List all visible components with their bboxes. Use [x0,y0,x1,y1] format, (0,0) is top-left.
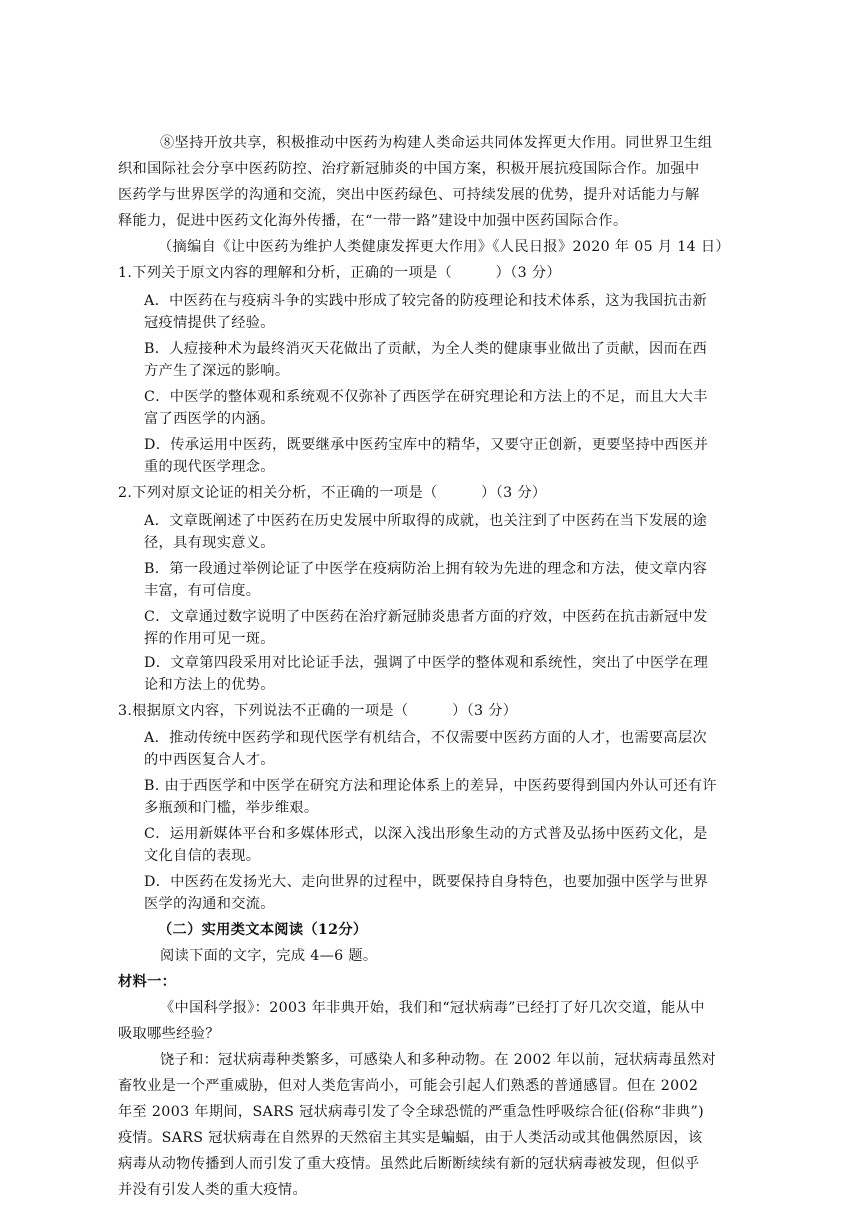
q3-option-a-line-1: A．推动传统中医药学和现代医学有机结合，不仅需要中医药方面的人才，也需要高层次 [144,730,708,746]
material-1-label: 材料一： [118,974,177,990]
q1-option-a-line-1: A．中医药在与疫病斗争的实践中形成了较完备的防疫理论和技术体系，这为我国抗击新 [144,293,708,309]
paragraph-8-line-2: 织和国际社会分享中医药防控、治疗新冠肺炎的中国方案，积极开展抗疫国际合作。加强中 [118,161,700,177]
material-1-question-line-2: 吸取哪些经验？ [118,1026,220,1042]
q3-option-c-line-2: 文化自信的表现。 [144,848,261,864]
question-2-stem: 2.下列对原文论证的相关分析，不正确的一项是（ ）（3 分） [118,485,547,501]
q1-option-b-line-2: 方产生了深远的影响。 [144,363,290,379]
section-2-instruction: 阅读下面的文字，完成 4—6 题。 [160,948,378,964]
source-citation: （摘编自《让中医药为维护人类健康发挥更大作用》《人民日报》2020 年 05 月 14 日） [158,239,730,255]
q3-option-d-line-1: D．中医药在发扬光大、走向世界的过程中，既要保持自身特色，也要加强中医学与世界 [144,874,709,890]
question-1-stem: 1.下列关于原文内容的理解和分析，正确的一项是（ ）（3 分） [118,265,561,281]
paragraph-8-line-1: ⑧坚持开放共享，积极推动中医药为构建人类命运共同体发挥更大作用。同世界卫生组 [160,135,713,151]
q3-option-c-line-1: C．运用新媒体平台和多媒体形式，以深入浅出形象生动的方式普及弘扬中医药文化，是 [144,826,708,842]
q2-option-c-line-1: C．文章通过数字说明了中医药在治疗新冠肺炎患者方面的疗效，中医药在抗击新冠中发 [144,609,708,625]
material-1-answer-line-5: 病毒从动物传播到人而引发了重大疫情。虽然此后断断续续有新的冠状病毒被发现，但似乎 [118,1156,700,1172]
q1-option-a-line-2: 冠疫情提供了经验。 [144,315,275,331]
q1-option-c-line-1: C．中医学的整体观和系统观不仅弥补了西医学在研究理论和方法上的不足，而且大大丰 [144,389,708,405]
material-1-answer-line-1: 饶子和：冠状病毒种类繁多，可感染人和多种动物。在 2002 年以前，冠状病毒虽然对 [160,1052,717,1068]
q2-option-d-line-2: 论和方法上的优势。 [144,677,275,693]
q1-option-d-line-1: D．传承运用中医药，既要继承中医药宝库中的精华，又要守正创新，更要坚持中西医并 [144,437,709,453]
paragraph-8-line-4: 释能力，促进中医药文化海外传播，在“一带一路”建设中加强中医药国际合作。 [118,213,628,229]
q1-option-d-line-2: 重的现代医学理念。 [144,459,275,475]
question-3-stem: 3.根据原文内容，下列说法不正确的一项是（ ）（3 分） [118,703,518,719]
material-1-question-line-1: 《中国科学报》：2003 年非典开始，我们和“冠状病毒”已经打了好几次交道，能从中 [160,1000,705,1016]
q2-option-b-line-2: 丰富，有可信度。 [144,583,261,599]
material-1-answer-line-2: 畜牧业是一个严重威胁，但对人类危害尚小，可能会引起人们熟悉的普通感冒。但在 2002 [118,1078,699,1094]
section-2-heading: （二）实用类文本阅读（12分） [158,922,368,938]
q2-option-a-line-2: 径，具有现实意义。 [144,535,275,551]
q3-option-d-line-2: 医学的沟通和交流。 [144,896,275,912]
q3-option-a-line-2: 的中西医复合人才。 [144,752,275,768]
material-1-answer-line-6: 并没有引发人类的重大疫情。 [118,1182,307,1198]
q2-option-c-line-2: 挥的作用可见一斑。 [144,631,275,647]
q2-option-d-line-1: D．文章第四段采用对比论证手法，强调了中医学的整体观和系统性，突出了中医学在理 [144,655,709,671]
material-1-answer-line-3: 年至 2003 年期间，SARS 冠状病毒引发了令全球恐慌的严重急性呼吸综合征(俗称“非典”) [118,1104,705,1120]
q2-option-b-line-1: B．第一段通过举例论证了中医学在疫病防治上拥有较为先进的理念和方法，使文章内容 [144,561,708,577]
paragraph-8-line-3: 医药学与世界医学的沟通和交流，突出中医药绿色、可持续发展的优势，提升对话能力与解 [118,187,700,203]
q3-option-b-line-1: B. 由于西医学和中医学在研究方法和理论体系上的差异，中医药要得到国内外认可还有许 [144,778,717,794]
material-1-answer-line-4: 疫情。SARS 冠状病毒在自然界的天然宿主其实是蝙蝠，由于人类活动或其他偶然原因，该 [118,1130,703,1146]
q2-option-a-line-1: A．文章既阐述了中医药在历史发展中所取得的成就，也关注到了中医药在当下发展的途 [144,513,708,529]
q1-option-c-line-2: 富了西医学的内涵。 [144,411,275,427]
q3-option-b-line-2: 多瓶颈和门槛，举步维艰。 [144,800,319,816]
q1-option-b-line-1: B．人痘接种术为最终消灭天花做出了贡献，为全人类的健康事业做出了贡献，因而在西 [144,341,708,357]
